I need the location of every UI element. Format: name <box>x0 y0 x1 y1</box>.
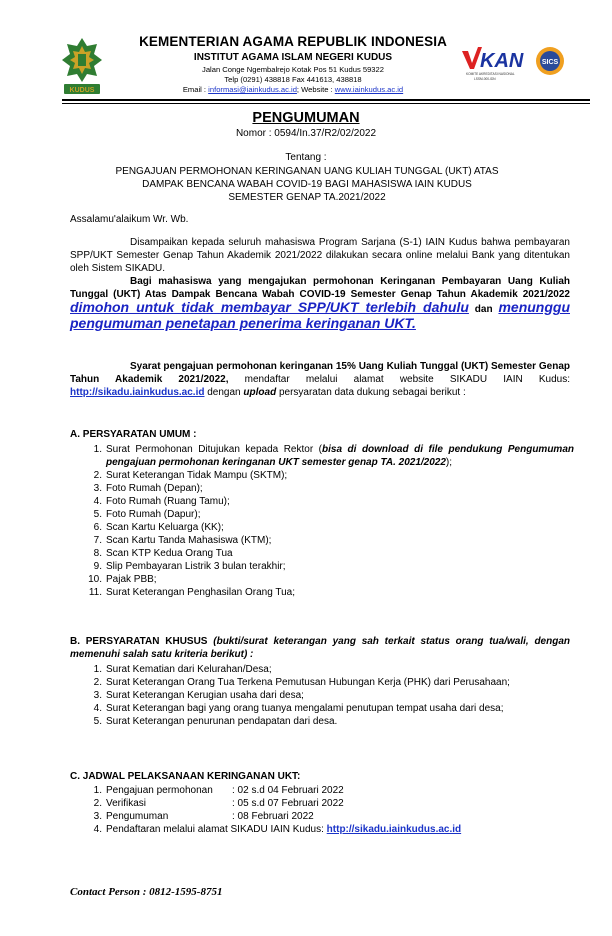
subject <box>60 165 554 204</box>
institute-title: INSTITUT AGAMA ISLAM NEGERI KUDUS <box>193 52 393 63</box>
subject-line: SEMESTER GENAP TA.2021/2022 <box>228 192 386 203</box>
sics-text: SICS <box>541 59 559 66</box>
document-number: Nomor : 0594/In.37/R2/02/2022 <box>235 128 377 139</box>
paragraph-3-bold: Syarat pengajuan permohonan keringanan 15% Uang Kuliah Tunggal (UKT) Semester Genap Tahun Akademik 2021/2022, <box>70 361 570 385</box>
list-item: 7. Scan Kartu Tanda Mahasiswa (KTM); <box>93 535 272 546</box>
ministry-title: KEMENTERIAN AGAMA REPUBLIK INDONESIA <box>139 34 447 49</box>
iain-kudus-logo <box>60 36 104 96</box>
list-item: 1. Surat Kematian dari Kelurahan/Desa; <box>93 664 272 675</box>
paragraph-2 <box>70 275 570 332</box>
kan-sics-logo <box>460 43 590 83</box>
website-link[interactable]: www.iainkudus.ac.id <box>334 85 404 94</box>
header-rule-thin <box>62 103 590 104</box>
list-item: 2. Surat Keterangan Tidak Mampu (SKTM); <box>93 470 288 481</box>
paragraph-2-and: dan <box>474 304 493 316</box>
address-line: Jalan Conge Ngembalrejo Kotak Pos 51 Kudus 59322 <box>202 65 384 74</box>
contact-line <box>128 85 458 95</box>
paragraph-3-text: mendaftar melalui alamat website SIKADU IAIN Kudus: <box>228 374 570 385</box>
phone-line: Telp (0291) 438818 Fax 441613, 438818 <box>224 75 362 84</box>
paragraph-1-text: Disampaikan kepada seluruh mahasiswa Program Sarjana (S-1) IAIN Kudus bahwa pembayaran SPP/UKT Semester Genap Tahun Akademik 2021/2022 dilakukan secara online melalui Bank yang ditentukan oleh Sistem SIKADU. <box>70 237 570 274</box>
section-a-heading: A. PERSYARATAN UMUM : <box>70 429 197 440</box>
list-item: 3. Foto Rumah (Depan); <box>93 483 203 494</box>
paragraph-2-highlight-2: menunggu pengumuman penetapan penerima keringanan UKT. <box>70 299 570 331</box>
sikadu-link[interactable]: http://sikadu.iainkudus.ac.id <box>70 387 205 398</box>
subject-line: PENGAJUAN PERMOHONAN KERINGANAN UANG KULIAH TUNGGAL (UKT) ATAS <box>115 166 499 177</box>
greeting: Assalamu'alaikum Wr. Wb. <box>70 214 189 225</box>
paragraph-2-highlight-1: dimohon untuk tidak membayar SPP/UKT terlebih dahulu <box>70 299 469 316</box>
header-rule-thick <box>62 99 590 101</box>
logo-left-text: KUDUS <box>69 87 95 94</box>
list-item: 1. Surat Permohonan Ditujukan kepada Rektor (bisa di download di file pendukung Pengumuman pengajuan permohonan keringanan UKT semester genap TA. 2021/2022); <box>93 444 574 468</box>
schedule-item: 3. Pengumuman : 08 Februari 2022 <box>93 811 314 822</box>
list-item: 2. Surat Keterangan Orang Tua Terkena Pemutusan Hubungan Kerja (PHK) dari Perusahaan; <box>93 677 510 688</box>
email-label: Email : <box>182 85 207 94</box>
section-c-list <box>86 784 574 836</box>
email-link[interactable]: informasi@iainkudus.ac.id <box>208 85 297 94</box>
schedule-item: 4. Pendaftaran melalui alamat SIKADU IAIN Kudus: http://sikadu.iainkudus.ac.id <box>93 824 462 835</box>
sikadu-link-2[interactable]: http://sikadu.iainkudus.ac.id <box>326 824 462 835</box>
list-item: 6. Scan Kartu Keluarga (KK); <box>93 522 224 533</box>
schedule-item: 2. Verifikasi : 05 s.d 07 Februari 2022 <box>93 798 344 809</box>
section-b-heading: B. PERSYARATAN KHUSUS (bukti/surat keterangan yang sah terkait status orang tua/wali, dengan memenuhi salah satu kriteria berikut) : <box>70 636 571 660</box>
paragraph-3-text-2: dengan <box>204 387 244 398</box>
kan-text: KAN <box>480 50 524 72</box>
kan-check-icon <box>462 47 482 69</box>
list-item: 4. Foto Rumah (Ruang Tamu); <box>93 496 230 507</box>
list-item: 3. Surat Keterangan Kerugian usaha dari desa; <box>93 690 304 701</box>
list-item: 5. Foto Rumah (Dapur); <box>93 509 201 520</box>
tentang-label: Tentang : <box>285 152 327 163</box>
kan-subtext2: LSSM-000-IDN <box>474 77 496 81</box>
section-a-list <box>86 443 574 599</box>
subject-line: DAMPAK BENCANA WABAH COVID-19 BAGI MAHASISWA IAIN KUDUS <box>142 179 472 190</box>
list-item: 9. Slip Pembayaran Listrik 3 bulan terakhir; <box>93 561 286 572</box>
schedule-item: 1. Pengajuan permohonan : 02 s.d 04 Februari 2022 <box>93 785 344 796</box>
list-item: 5. Surat Keterangan penurunan pendapatan dari desa. <box>93 716 338 727</box>
kan-subtext: KOMITE AKREDITASI NASIONAL <box>466 72 515 76</box>
contact-person: Contact Person : 0812-1595-8751 <box>70 886 223 898</box>
paragraph-3-text-3: persyaratan data dukung sebagai berikut : <box>276 387 466 398</box>
paragraph-1 <box>70 236 570 275</box>
list-item: 4. Surat Keterangan bagi yang orang tuanya mengalami penutupan tempat usaha dari desa; <box>93 703 504 714</box>
list-item: 8. Scan KTP Kedua Orang Tua <box>93 548 233 559</box>
paragraph-2-bold: Bagi mahasiswa yang mengajukan permohonan Keringanan Pembayaran Uang Kuliah Tunggal (UKT) Atas Dampak Bencana Wabah COVID-19 Semester Genap Tahun Akademik 2021/2022 <box>70 276 570 301</box>
page-title: PENGUMUMAN <box>252 110 360 126</box>
website-label: ; Website : <box>296 85 333 94</box>
list-item: 10. Pajak PBB; <box>88 574 157 585</box>
paragraph-3 <box>70 360 570 399</box>
section-c-heading: C. JADWAL PELAKSANAAN KERINGANAN UKT: <box>70 771 301 782</box>
upload-word: upload <box>243 387 277 398</box>
list-item: 11. Surat Keterangan Penghasilan Orang Tua; <box>88 587 296 598</box>
section-b-list <box>86 663 574 728</box>
